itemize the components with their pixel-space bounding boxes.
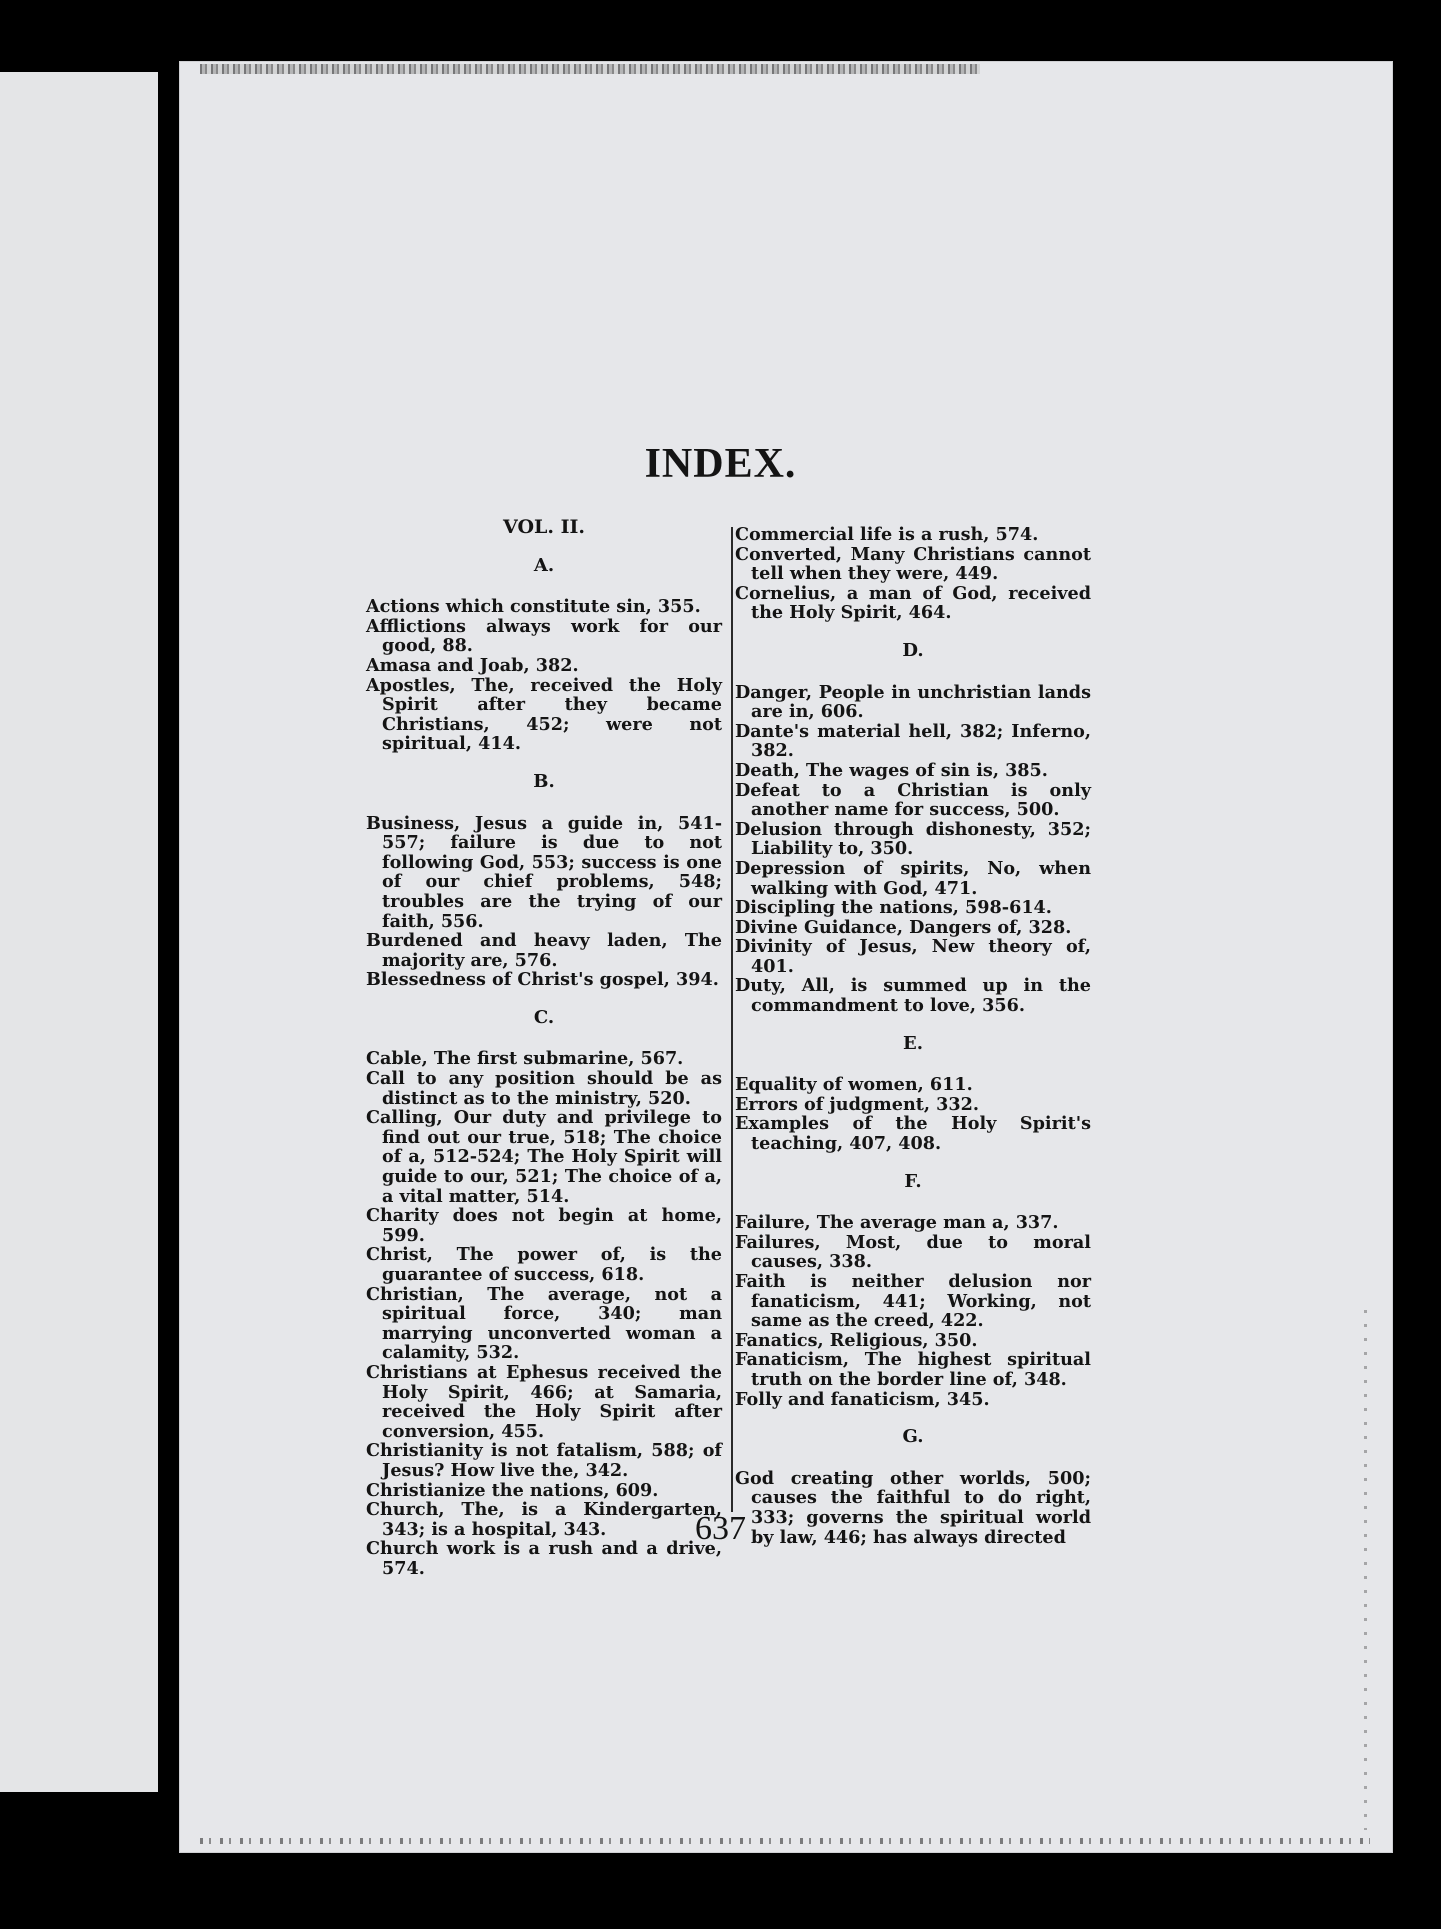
index-entry: Failures, Most, due to moral causes, 338.: [735, 1231, 1091, 1273]
index-entry: Christianity is not fatalism, 588; of Jesus? How live the, 342.: [366, 1440, 722, 1481]
index-entry: Calling, Our duty and privilege to find out our true, 518; The choice of a, 512-524; The Holy Spirit will guide to our, 521; The choice of a, a vital matter, 514.: [366, 1107, 722, 1207]
index-entry: Fanatics, Religious, 350.: [735, 1329, 978, 1351]
index-entry: Church, The, is a Kindergarten, 343; is a hospital, 343.: [366, 1499, 722, 1540]
index-entry: Actions which constitute sin, 355.: [366, 596, 701, 618]
index-entry: Death, The wages of sin is, 385.: [735, 759, 1048, 781]
index-entry: Call to any position should be as distinct as to the ministry, 520.: [366, 1068, 722, 1109]
left-entry-list: [366, 556, 722, 1579]
index-entry: Cable, The first submarine, 567.: [366, 1048, 684, 1070]
page-title: INDEX.: [644, 441, 797, 487]
index-entry: Fanaticism, The highest spiritual truth on the border line of, 348.: [735, 1349, 1091, 1390]
index-entry: Converted, Many Christians cannot tell when they were, 449.: [735, 543, 1091, 585]
index-entry: Depression of spirits, No, when walking with God, 471.: [735, 857, 1091, 899]
index-entry: Delusion through dishonesty, 352; Liability to, 350.: [735, 818, 1091, 860]
scan-artifact-bottom: [200, 1838, 1370, 1844]
index-entry: Christianize the nations, 609.: [366, 1479, 659, 1501]
section-letter: A.: [533, 554, 555, 576]
index-entry: Afflictions always work for our good, 88.: [366, 615, 722, 657]
right-entry-list: [735, 525, 1091, 1547]
index-entry: Charity does not begin at home, 599.: [366, 1205, 722, 1246]
index-entry: Business, Jesus a guide in, 541-557; failure is due to not following God, 553; success is one of our chief problems, 548; troubles are the trying of our faith, 556.: [366, 812, 722, 932]
index-entry: Danger, People in unchristian lands are in, 606.: [735, 681, 1091, 723]
index-entry: Equality of women, 611.: [735, 1074, 973, 1096]
index-entry: Divinity of Jesus, New theory of, 401.: [735, 936, 1091, 977]
index-entry: Blessedness of Christ's gospel, 394.: [366, 969, 719, 991]
index-entry: Defeat to a Christian is only another name for success, 500.: [735, 779, 1091, 821]
index-entry: Dante's material hell, 382; Inferno, 382.: [735, 720, 1091, 762]
page-number: 637: [695, 1510, 746, 1547]
index-entry: Duty, All, is summed up in the commandment to love, 356.: [735, 975, 1091, 1017]
index-entry: Faith is neither delusion nor fanaticism, 441; Working, not same as the creed, 422.: [735, 1271, 1091, 1332]
index-entry: Burdened and heavy laden, The majority are, 576.: [366, 930, 722, 971]
scan-artifact-top: [200, 64, 980, 74]
index-entry: Failure, The average man a, 337.: [735, 1212, 1059, 1234]
index-entry: Examples of the Holy Spirit's teaching, 407, 408.: [735, 1113, 1091, 1155]
section-letter: C.: [533, 1006, 555, 1028]
index-entry: Church work is a rush and a drive, 574.: [366, 1538, 722, 1579]
index-entry: Commercial life is a rush, 574.: [735, 524, 1039, 545]
index-entry: Folly and fanaticism, 345.: [735, 1388, 990, 1410]
section-letter: F.: [904, 1170, 922, 1192]
section-letter: D.: [902, 639, 924, 661]
index-entry: God creating other worlds, 500; causes the faithful to do right, 333; governs the spiritual world by law, 446; has always directed: [735, 1467, 1091, 1548]
index-entry: Christians at Ephesus received the Holy Spirit, 466; at Samaria, received the Holy Spirit after conversion, 455.: [366, 1361, 722, 1442]
column-divider: [731, 527, 733, 1512]
index-entry: Christian, The average, not a spiritual force, 340; man marrying unconverted woman a calamity, 532.: [366, 1283, 722, 1364]
section-letter: E.: [903, 1032, 923, 1054]
scan-artifact-right: [1364, 1310, 1367, 1830]
index-column-left: [366, 518, 722, 1579]
index-entry: Christ, The power of, is the guarantee of success, 618.: [366, 1244, 722, 1285]
index-entry: Divine Guidance, Dangers of, 328.: [735, 916, 1072, 938]
index-entry: Errors of judgment, 332.: [735, 1093, 980, 1115]
section-letter: B.: [533, 770, 555, 792]
volume-heading: VOL. II.: [503, 516, 585, 538]
index-column-right: [735, 525, 1091, 1547]
index-entry: Amasa and Joab, 382.: [366, 654, 579, 676]
index-entry: Discipling the nations, 598-614.: [735, 897, 1052, 919]
section-letter: G.: [902, 1426, 924, 1448]
index-entry: Cornelius, a man of God, received the Holy Spirit, 464.: [735, 582, 1091, 624]
index-entry: Apostles, The, received the Holy Spirit after they became Christians, 452; were not spiritual, 414.: [366, 674, 722, 755]
